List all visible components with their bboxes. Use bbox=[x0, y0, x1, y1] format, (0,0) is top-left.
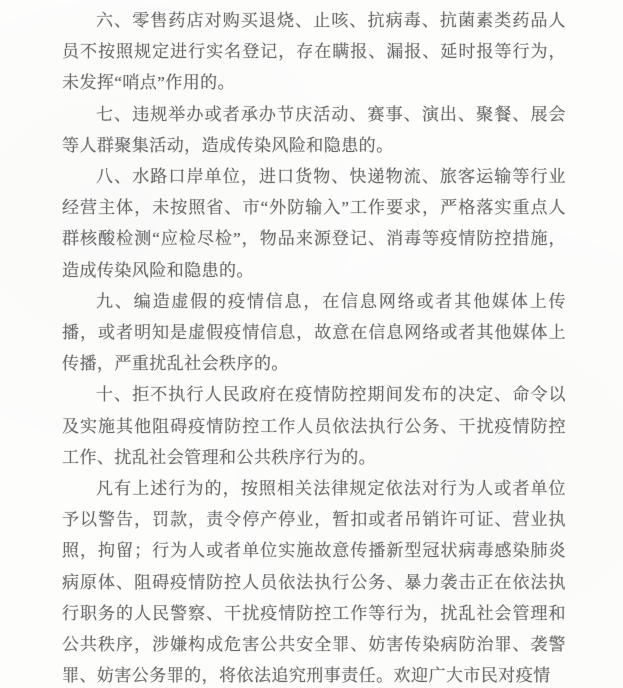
paragraph-item-10: 十、拒不执行人民政府在疫情防控期间发布的决定、命令以及实施其他阻碍疫情防控工作人员依法执行公务、干扰疫情防控工作、扰乱社会管理和公共秩序行为的。 bbox=[62, 385, 566, 467]
document-body bbox=[62, 5, 566, 688]
paragraph-item-8: 八、水路口岸单位，进口货物、快递物流、旅客运输等行业经营主体，未按照省、市“外防输入”工作要求，严格落实重点人群核酸检测“应检尽检”，物品来源登记、消毒等疫情防控措施，造成传染风险和隐患的。 bbox=[62, 167, 566, 280]
paragraph-item-6: 六、零售药店对购买退烧、止咳、抗病毒、抗菌素类药品人员不按照规定进行实名登记，存在瞒报、漏报、延时报等行为，未发挥“哨点”作用的。 bbox=[62, 11, 566, 93]
paragraph-item-7: 七、违规举办或者承办节庆活动、赛事、演出、聚餐、展会等人群聚集活动，造成传染风险和隐患的。 bbox=[62, 104, 566, 155]
paragraph-penalties: 凡有上述行为的，按照相关法律规定依法对行为人或者单位予以警告，罚款，责令停产停业，暂扣或者吊销许可证、营业执照，拘留；行为人或者单位实施故意传播新型冠状病毒感染肺炎病原体、阻碍疫情防控人员依法执行公务、暴力袭击正在依法执行职务的人民警察、干扰疫情防控工作等行为，扰乱社会管理和公共秩序，涉嫌构成危害公共安全罪、妨害传染病防治罪、袭警罪、妨害公务罪的，将依法追究刑事责任。欢迎广大市民对疫情 bbox=[62, 479, 566, 686]
paragraph-item-9: 九、编造虚假的疫情信息，在信息网络或者其他媒体上传播，或者明知是虚假疫情信息，故意在信息网络或者其他媒体上传播，严重扰乱社会秩序的。 bbox=[62, 291, 566, 374]
